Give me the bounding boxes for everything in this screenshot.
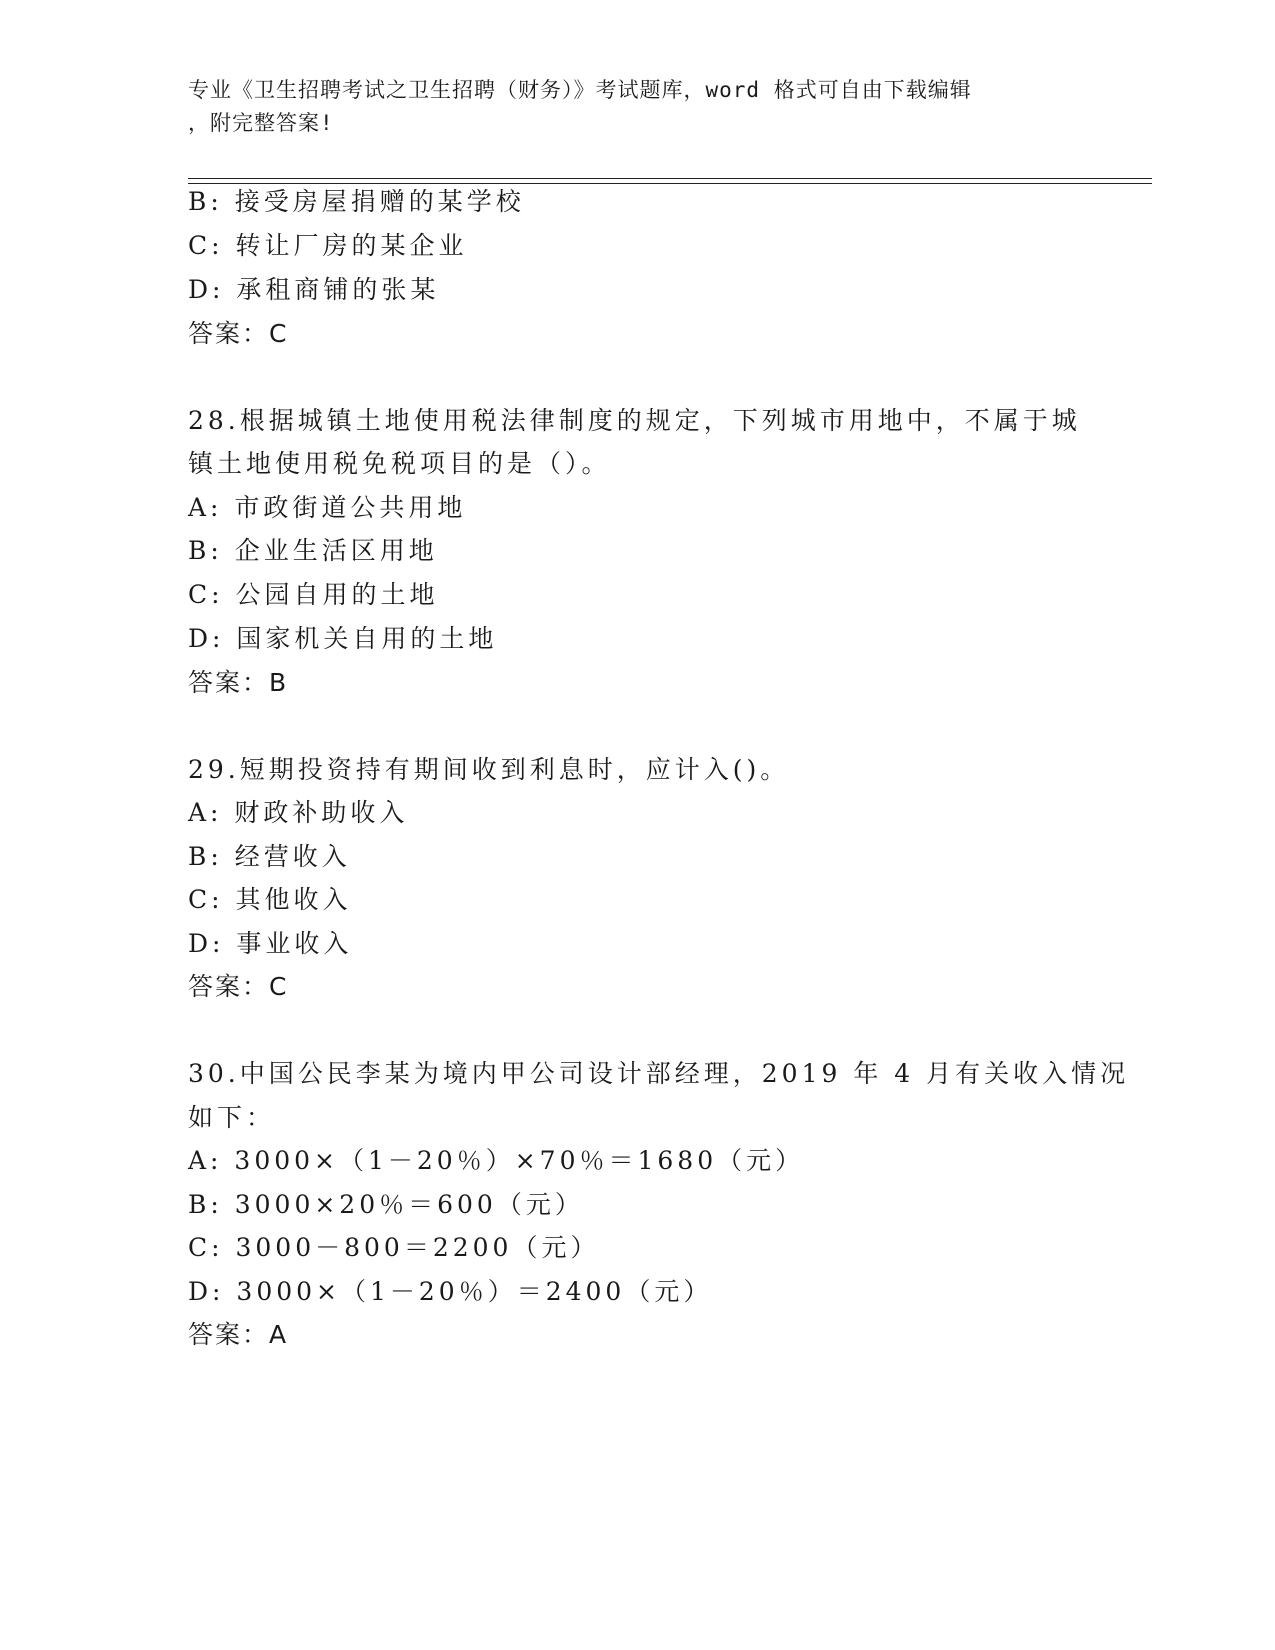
q30-option-d: D: 3000×（1－20％）＝2400（元） xyxy=(188,1277,713,1306)
q27-option-b: B: 接受房屋捐赠的某学校 xyxy=(188,187,525,216)
q27-answer: 答案：C xyxy=(188,319,289,348)
q29-option-b: B: 经营收入 xyxy=(188,842,351,871)
q30-option-a: A: 3000×（1－20％）×70％＝1680（元） xyxy=(188,1146,805,1175)
q28-stem-line1: 28.根据城镇土地使用税法律制度的规定，下列城市用地中，不属于城 xyxy=(188,406,1081,435)
q28-answer: 答案：B xyxy=(188,668,289,697)
q29-option-d: D: 事业收入 xyxy=(188,929,353,958)
q29-stem-line1: 29.短期投资持有期间收到利息时，应计入()。 xyxy=(188,755,790,784)
q28-stem-line2: 镇土地使用税免税项目的是（）。 xyxy=(188,449,611,478)
q28-option-a: A: 市政街道公共用地 xyxy=(188,493,467,522)
q30-option-b: B: 3000×20％＝600（元） xyxy=(188,1190,584,1219)
q29-answer: 答案：C xyxy=(188,972,289,1001)
q29-option-c: C: 其他收入 xyxy=(188,885,352,914)
q29-option-a: A: 财政补助收入 xyxy=(188,798,409,827)
q27-option-d: D: 承租商铺的张某 xyxy=(188,275,440,304)
q30-stem-line2: 如下： xyxy=(188,1103,276,1132)
q30-option-c: C: 3000－800＝2200（元） xyxy=(188,1233,600,1262)
q28-option-b: B: 企业生活区用地 xyxy=(188,536,438,565)
q28-option-d: D: 国家机关自用的土地 xyxy=(188,624,498,653)
q28-option-c: C: 公园自用的土地 xyxy=(188,580,439,609)
header-divider-bottom xyxy=(188,183,1152,184)
q30-answer: 答案：A xyxy=(188,1320,289,1349)
q30-stem-line1: 30.中国公民李某为境内甲公司设计部经理，2019 年 4 月有关收入情况 xyxy=(188,1059,1130,1088)
q27-option-c: C: 转让厂房的某企业 xyxy=(188,231,468,260)
header-divider-top xyxy=(188,178,1152,179)
document-header: 专业《卫生招聘考试之卫生招聘（财务）》考试题库，word 格式可自由下载编辑 ，附完整答案! xyxy=(188,78,972,135)
